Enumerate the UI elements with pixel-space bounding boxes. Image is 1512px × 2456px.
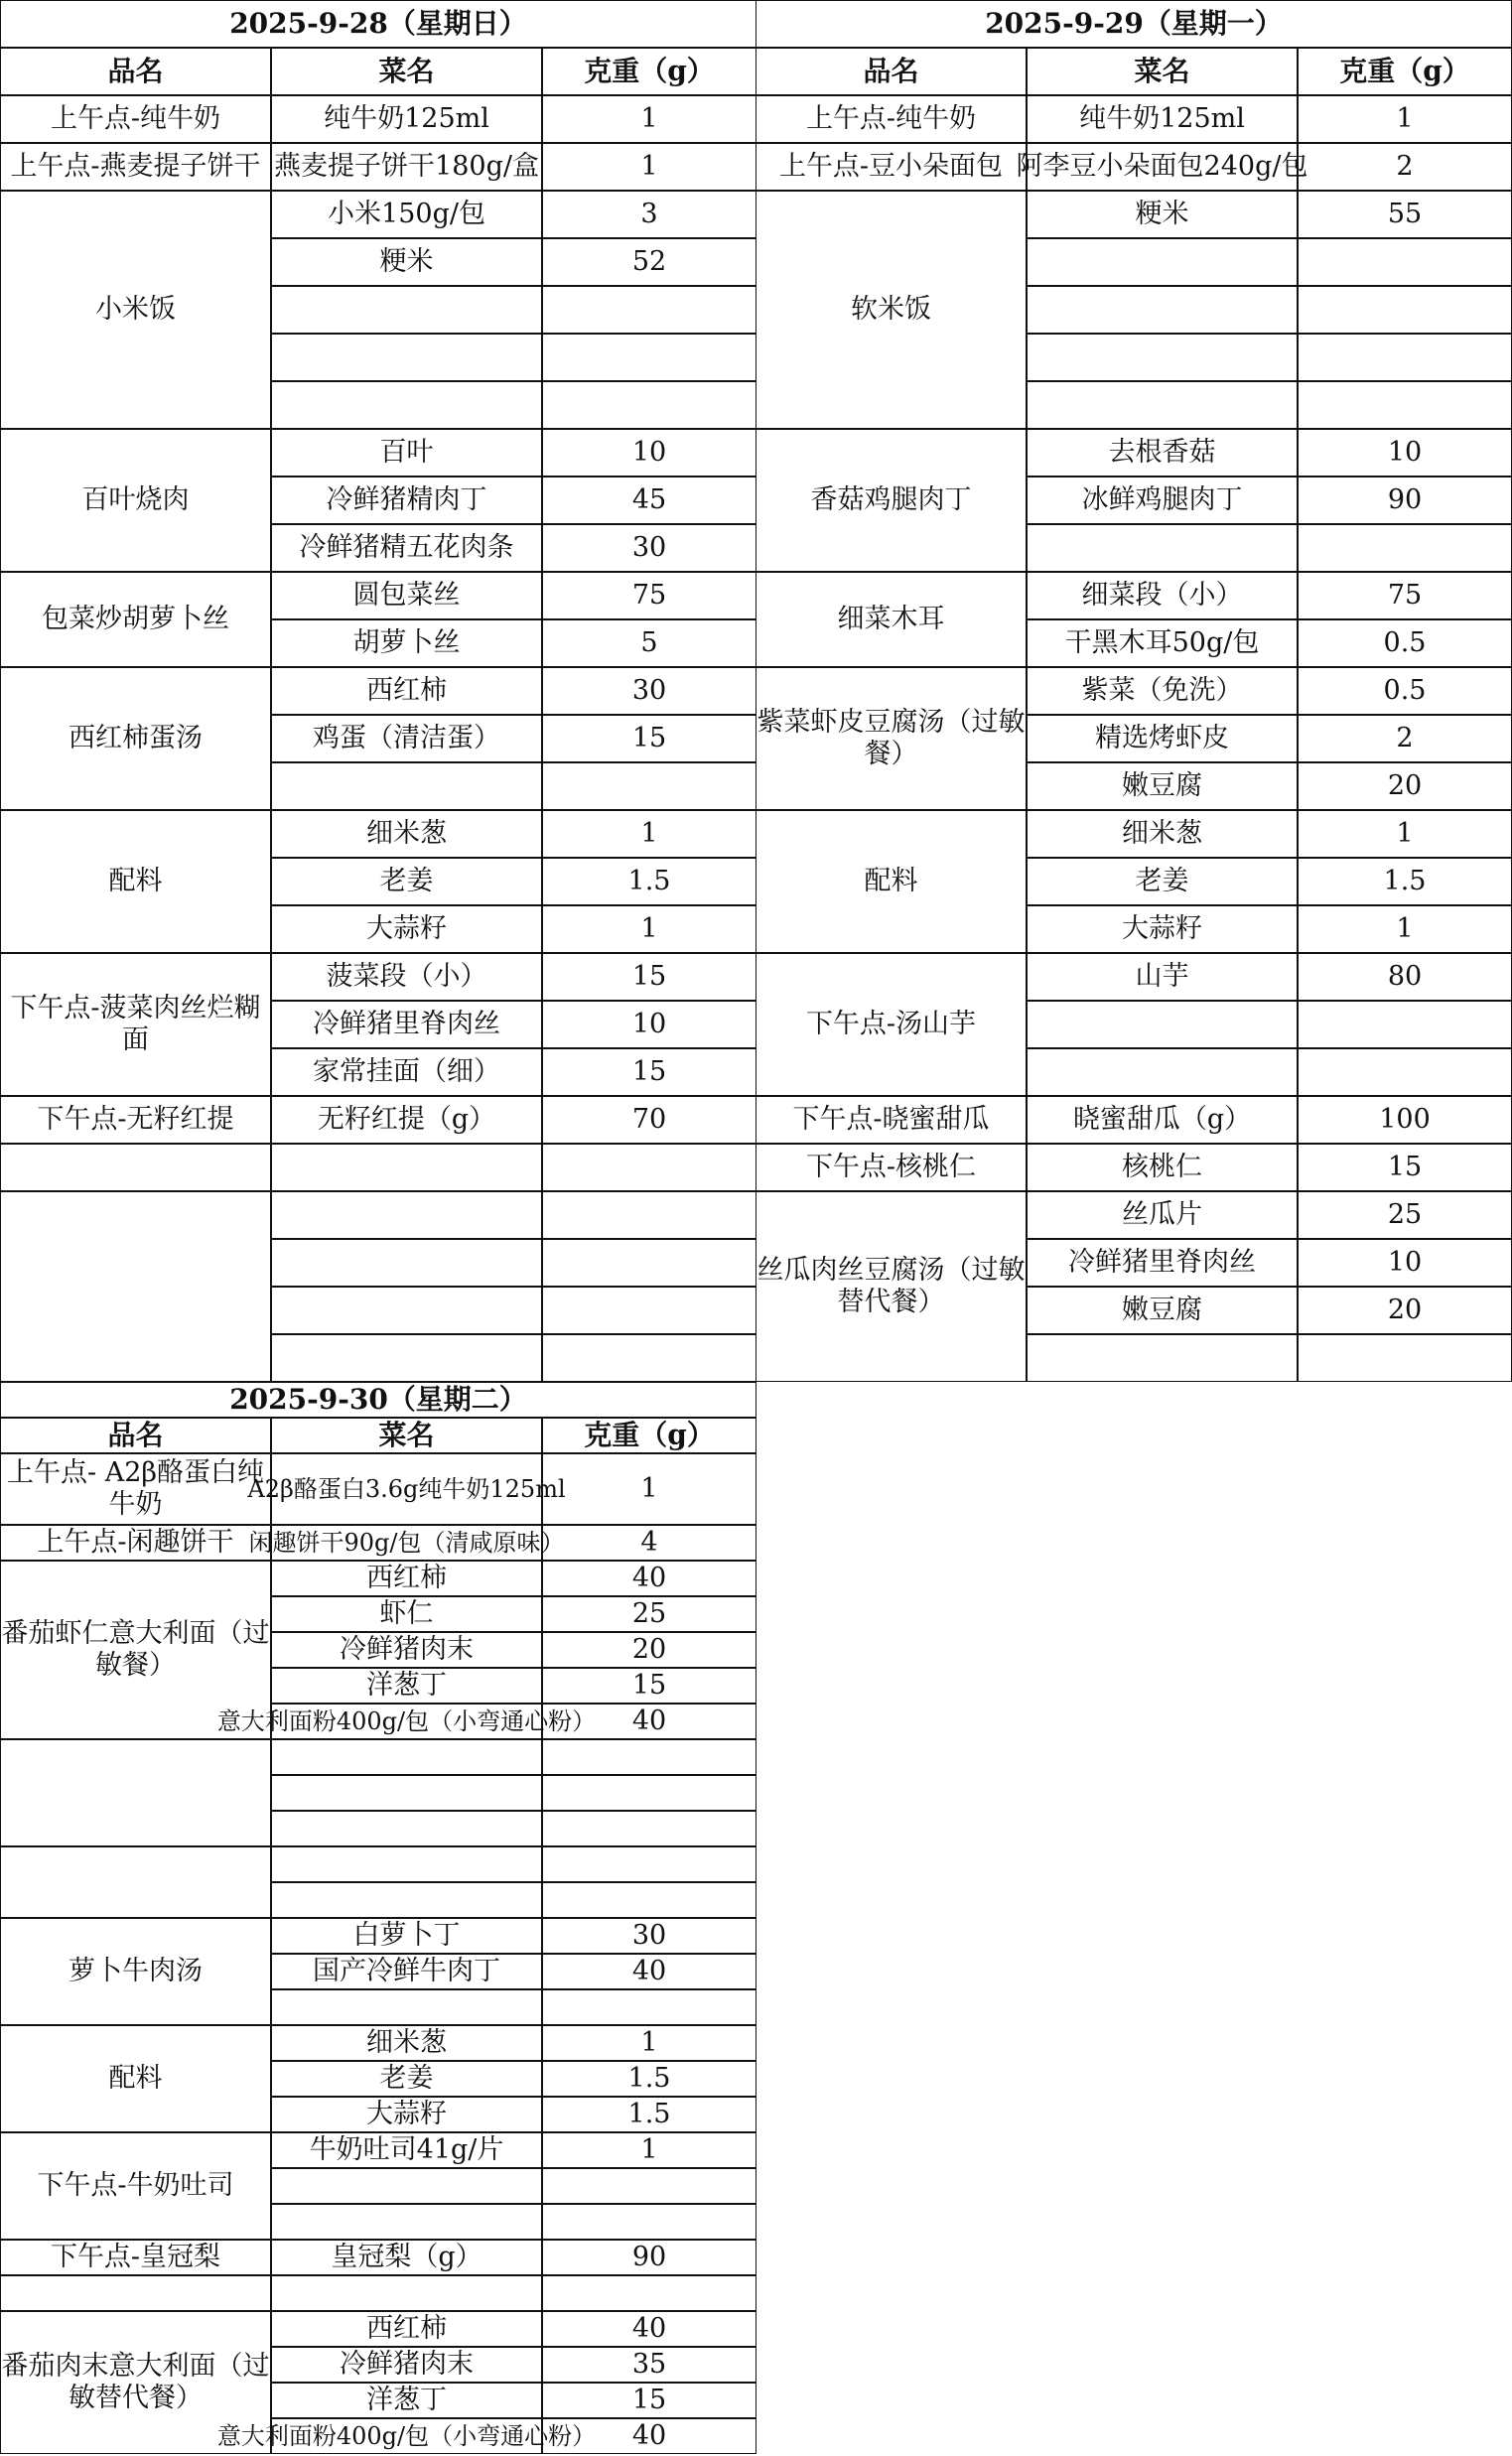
- day1-weight[interactable]: 15: [542, 1048, 756, 1096]
- day3-dish-name[interactable]: 上午点- A2β酪蛋白纯牛奶: [0, 1453, 271, 1525]
- day1-dish-name[interactable]: 上午点-燕麦提子饼干: [0, 143, 271, 191]
- day1-ingredient[interactable]: 大蒜籽: [271, 905, 542, 953]
- day3-dish-name[interactable]: 番茄肉末意大利面（过敏替代餐）: [0, 2311, 271, 2454]
- day1-weight[interactable]: 15: [542, 953, 756, 1001]
- day2-header-0[interactable]: 品名: [756, 48, 1027, 95]
- day1-weight[interactable]: [542, 381, 756, 429]
- day2-ingredient[interactable]: 山芋: [1027, 953, 1298, 1001]
- day1-weight[interactable]: 1: [542, 143, 756, 191]
- day1-ingredient[interactable]: 百叶: [271, 429, 542, 477]
- day2-ingredient[interactable]: [1027, 1001, 1298, 1048]
- day2-weight[interactable]: 15: [1298, 1144, 1512, 1191]
- day2-weight[interactable]: 2: [1298, 715, 1512, 762]
- day3-weight[interactable]: [542, 2204, 756, 2240]
- day3-weight[interactable]: [542, 2168, 756, 2204]
- day3-dish-name[interactable]: [0, 2275, 271, 2311]
- day2-weight[interactable]: 25: [1298, 1191, 1512, 1239]
- day2-ingredient[interactable]: 丝瓜片: [1027, 1191, 1298, 1239]
- day3-ingredient[interactable]: [271, 2168, 542, 2204]
- day1-weight[interactable]: 1: [542, 95, 756, 143]
- day2-weight[interactable]: 1.5: [1298, 858, 1512, 905]
- day2-date-title[interactable]: 2025-9-29（星期一）: [756, 0, 1512, 48]
- day3-ingredient[interactable]: 意大利面粉400g/包（小弯通心粉）: [271, 2418, 542, 2454]
- day2-weight[interactable]: 20: [1298, 1287, 1512, 1334]
- day3-ingredient[interactable]: 洋葱丁: [271, 2383, 542, 2418]
- day2-ingredient[interactable]: 细菜段（小）: [1027, 572, 1298, 619]
- day3-ingredient[interactable]: [271, 1882, 542, 1918]
- day2-weight[interactable]: 100: [1298, 1096, 1512, 1144]
- day1-ingredient[interactable]: 燕麦提子饼干180g/盒: [271, 143, 542, 191]
- day2-weight[interactable]: 1: [1298, 95, 1512, 143]
- day3-header-2[interactable]: 克重（g）: [542, 1418, 756, 1453]
- day2-weight[interactable]: 55: [1298, 191, 1512, 238]
- day1-weight[interactable]: [542, 286, 756, 334]
- day2-weight[interactable]: [1298, 381, 1512, 429]
- day2-ingredient[interactable]: [1027, 1048, 1298, 1096]
- day2-dish-name[interactable]: 细菜木耳: [756, 572, 1027, 667]
- day1-dish-name[interactable]: [0, 1191, 271, 1382]
- day1-weight[interactable]: [542, 762, 756, 810]
- day3-weight[interactable]: 35: [542, 2347, 756, 2383]
- day3-weight[interactable]: 15: [542, 1668, 756, 1704]
- day1-ingredient[interactable]: 鸡蛋（清洁蛋）: [271, 715, 542, 762]
- day3-weight[interactable]: 1: [542, 2025, 756, 2061]
- day2-weight[interactable]: [1298, 286, 1512, 334]
- day1-ingredient[interactable]: 无籽红提（g）: [271, 1096, 542, 1144]
- day2-ingredient[interactable]: 冰鲜鸡腿肉丁: [1027, 477, 1298, 524]
- day1-weight[interactable]: 10: [542, 429, 756, 477]
- day2-ingredient[interactable]: [1027, 1334, 1298, 1382]
- day1-weight[interactable]: 1: [542, 810, 756, 858]
- day1-weight[interactable]: 75: [542, 572, 756, 619]
- day1-weight[interactable]: [542, 1239, 756, 1287]
- day2-ingredient[interactable]: [1027, 381, 1298, 429]
- day2-header-1[interactable]: 菜名: [1027, 48, 1298, 95]
- day2-ingredient[interactable]: 精选烤虾皮: [1027, 715, 1298, 762]
- day1-weight[interactable]: 52: [542, 238, 756, 286]
- day1-dish-name[interactable]: 上午点-纯牛奶: [0, 95, 271, 143]
- day1-dish-name[interactable]: [0, 1144, 271, 1191]
- day1-weight[interactable]: 45: [542, 477, 756, 524]
- day3-ingredient[interactable]: 老姜: [271, 2061, 542, 2097]
- day1-weight[interactable]: [542, 1334, 756, 1382]
- day2-weight[interactable]: 20: [1298, 762, 1512, 810]
- day1-weight[interactable]: 15: [542, 715, 756, 762]
- day1-ingredient[interactable]: 菠菜段（小）: [271, 953, 542, 1001]
- day1-ingredient[interactable]: [271, 381, 542, 429]
- day2-ingredient[interactable]: 冷鲜猪里脊肉丝: [1027, 1239, 1298, 1287]
- day3-ingredient[interactable]: 冷鲜猪肉末: [271, 2347, 542, 2383]
- day3-weight[interactable]: [542, 1811, 756, 1846]
- day1-weight[interactable]: [542, 1144, 756, 1191]
- day2-ingredient[interactable]: 老姜: [1027, 858, 1298, 905]
- day2-ingredient[interactable]: 粳米: [1027, 191, 1298, 238]
- day3-weight[interactable]: 20: [542, 1632, 756, 1668]
- day2-ingredient[interactable]: 大蒜籽: [1027, 905, 1298, 953]
- day2-dish-name[interactable]: 软米饭: [756, 191, 1027, 429]
- day1-weight[interactable]: 5: [542, 619, 756, 667]
- day1-dish-name[interactable]: 小米饭: [0, 191, 271, 429]
- day3-dish-name[interactable]: 萝卜牛肉汤: [0, 1918, 271, 2025]
- day3-ingredient[interactable]: A2β酪蛋白3.6g纯牛奶125ml: [271, 1453, 542, 1525]
- day1-ingredient[interactable]: [271, 1144, 542, 1191]
- day1-header-1[interactable]: 菜名: [271, 48, 542, 95]
- day2-header-2[interactable]: 克重（g）: [1298, 48, 1512, 95]
- day3-dish-name[interactable]: 配料: [0, 2025, 271, 2132]
- day3-dish-name[interactable]: 上午点-闲趣饼干: [0, 1525, 271, 1561]
- day2-weight[interactable]: 1: [1298, 905, 1512, 953]
- day3-weight[interactable]: 40: [542, 1561, 756, 1596]
- day1-ingredient[interactable]: 圆包菜丝: [271, 572, 542, 619]
- day3-weight[interactable]: [542, 1739, 756, 1775]
- day1-ingredient[interactable]: [271, 1334, 542, 1382]
- day2-dish-name[interactable]: 配料: [756, 810, 1027, 953]
- day1-ingredient[interactable]: 粳米: [271, 238, 542, 286]
- day3-weight[interactable]: 1: [542, 2132, 756, 2168]
- day2-dish-name[interactable]: 下午点-核桃仁: [756, 1144, 1027, 1191]
- day3-weight[interactable]: [542, 1882, 756, 1918]
- day3-ingredient[interactable]: 细米葱: [271, 2025, 542, 2061]
- day1-ingredient[interactable]: 西红柿: [271, 667, 542, 715]
- day2-weight[interactable]: 0.5: [1298, 619, 1512, 667]
- day2-dish-name[interactable]: 香菇鸡腿肉丁: [756, 429, 1027, 572]
- day1-ingredient[interactable]: 冷鲜猪精五花肉条: [271, 524, 542, 572]
- day2-ingredient[interactable]: 核桃仁: [1027, 1144, 1298, 1191]
- day2-weight[interactable]: [1298, 238, 1512, 286]
- day3-weight[interactable]: 40: [542, 1954, 756, 1989]
- day1-weight[interactable]: 30: [542, 524, 756, 572]
- day1-ingredient[interactable]: 冷鲜猪里脊肉丝: [271, 1001, 542, 1048]
- day3-ingredient[interactable]: [271, 1739, 542, 1775]
- day2-ingredient[interactable]: 嫩豆腐: [1027, 762, 1298, 810]
- day1-weight[interactable]: [542, 334, 756, 381]
- day3-ingredient[interactable]: 洋葱丁: [271, 1668, 542, 1704]
- day2-ingredient[interactable]: 阿李豆小朵面包240g/包: [1027, 143, 1298, 191]
- day2-ingredient[interactable]: 晓蜜甜瓜（g）: [1027, 1096, 1298, 1144]
- day1-weight[interactable]: 1: [542, 905, 756, 953]
- day1-weight[interactable]: 1.5: [542, 858, 756, 905]
- day3-ingredient[interactable]: 皇冠梨（g）: [271, 2240, 542, 2275]
- day3-ingredient[interactable]: [271, 1846, 542, 1882]
- day2-weight[interactable]: 75: [1298, 572, 1512, 619]
- day2-weight[interactable]: [1298, 1048, 1512, 1096]
- day3-weight[interactable]: 15: [542, 2383, 756, 2418]
- day2-weight[interactable]: 80: [1298, 953, 1512, 1001]
- day3-ingredient[interactable]: [271, 1989, 542, 2025]
- day3-ingredient[interactable]: [271, 1775, 542, 1811]
- day1-weight[interactable]: [542, 1191, 756, 1239]
- day1-weight[interactable]: 70: [542, 1096, 756, 1144]
- day1-weight[interactable]: 3: [542, 191, 756, 238]
- day3-ingredient[interactable]: 西红柿: [271, 2311, 542, 2347]
- day3-ingredient[interactable]: [271, 2275, 542, 2311]
- day3-weight[interactable]: 40: [542, 2418, 756, 2454]
- day1-weight[interactable]: 10: [542, 1001, 756, 1048]
- day1-ingredient[interactable]: 胡萝卜丝: [271, 619, 542, 667]
- day3-weight[interactable]: 1.5: [542, 2061, 756, 2097]
- day3-weight[interactable]: 1: [542, 1453, 756, 1525]
- day1-header-0[interactable]: 品名: [0, 48, 271, 95]
- day2-weight[interactable]: 10: [1298, 429, 1512, 477]
- day3-ingredient[interactable]: 牛奶吐司41g/片: [271, 2132, 542, 2168]
- day2-weight[interactable]: 10: [1298, 1239, 1512, 1287]
- day2-weight[interactable]: 0.5: [1298, 667, 1512, 715]
- day2-dish-name[interactable]: 下午点-汤山芋: [756, 953, 1027, 1096]
- day2-ingredient[interactable]: [1027, 524, 1298, 572]
- day2-weight[interactable]: [1298, 1001, 1512, 1048]
- day1-ingredient[interactable]: [271, 1239, 542, 1287]
- day3-dish-name[interactable]: 下午点-皇冠梨: [0, 2240, 271, 2275]
- day1-ingredient[interactable]: 细米葱: [271, 810, 542, 858]
- day2-weight[interactable]: 2: [1298, 143, 1512, 191]
- day3-header-1[interactable]: 菜名: [271, 1418, 542, 1453]
- day3-weight[interactable]: 90: [542, 2240, 756, 2275]
- day1-dish-name[interactable]: 配料: [0, 810, 271, 953]
- day1-ingredient[interactable]: 小米150g/包: [271, 191, 542, 238]
- day2-ingredient[interactable]: 细米葱: [1027, 810, 1298, 858]
- day1-date-title[interactable]: 2025-9-28（星期日）: [0, 0, 756, 48]
- day2-weight[interactable]: 1: [1298, 810, 1512, 858]
- day3-weight[interactable]: 4: [542, 1525, 756, 1561]
- day2-weight[interactable]: [1298, 334, 1512, 381]
- day3-ingredient[interactable]: [271, 1811, 542, 1846]
- day1-ingredient[interactable]: [271, 1191, 542, 1239]
- day3-date-title[interactable]: 2025-9-30（星期二）: [0, 1382, 756, 1418]
- day1-dish-name[interactable]: 百叶烧肉: [0, 429, 271, 572]
- day1-header-2[interactable]: 克重（g）: [542, 48, 756, 95]
- day1-ingredient[interactable]: [271, 334, 542, 381]
- day2-weight[interactable]: 90: [1298, 477, 1512, 524]
- day3-ingredient[interactable]: 闲趣饼干90g/包（清咸原味）: [271, 1525, 542, 1561]
- day3-ingredient[interactable]: 意大利面粉400g/包（小弯通心粉）: [271, 1704, 542, 1739]
- day3-weight[interactable]: 40: [542, 2311, 756, 2347]
- day3-dish-name[interactable]: 番茄虾仁意大利面（过敏餐）: [0, 1561, 271, 1739]
- day2-ingredient[interactable]: 纯牛奶125ml: [1027, 95, 1298, 143]
- day1-dish-name[interactable]: 下午点-菠菜肉丝烂糊面: [0, 953, 271, 1096]
- day1-ingredient[interactable]: [271, 1287, 542, 1334]
- day1-ingredient[interactable]: 家常挂面（细）: [271, 1048, 542, 1096]
- day1-ingredient[interactable]: [271, 762, 542, 810]
- day2-dish-name[interactable]: 紫菜虾皮豆腐汤（过敏餐）: [756, 667, 1027, 810]
- day2-ingredient[interactable]: 干黑木耳50g/包: [1027, 619, 1298, 667]
- day3-weight[interactable]: 40: [542, 1704, 756, 1739]
- day3-ingredient[interactable]: 西红柿: [271, 1561, 542, 1596]
- day3-ingredient[interactable]: 虾仁: [271, 1596, 542, 1632]
- day3-weight[interactable]: [542, 2275, 756, 2311]
- day2-weight[interactable]: [1298, 1334, 1512, 1382]
- day1-weight[interactable]: 30: [542, 667, 756, 715]
- day2-dish-name[interactable]: 下午点-晓蜜甜瓜: [756, 1096, 1027, 1144]
- day1-ingredient[interactable]: 冷鲜猪精肉丁: [271, 477, 542, 524]
- day3-ingredient[interactable]: 国产冷鲜牛肉丁: [271, 1954, 542, 1989]
- day2-dish-name[interactable]: 丝瓜肉丝豆腐汤（过敏替代餐）: [756, 1191, 1027, 1382]
- day1-dish-name[interactable]: 包菜炒胡萝卜丝: [0, 572, 271, 667]
- day1-dish-name[interactable]: 下午点-无籽红提: [0, 1096, 271, 1144]
- day2-dish-name[interactable]: 上午点-纯牛奶: [756, 95, 1027, 143]
- day2-ingredient[interactable]: 紫菜（免洗）: [1027, 667, 1298, 715]
- day1-weight[interactable]: [542, 1287, 756, 1334]
- day3-weight[interactable]: [542, 1989, 756, 2025]
- day3-dish-name[interactable]: [0, 1739, 271, 1846]
- day3-dish-name[interactable]: 下午点-牛奶吐司: [0, 2132, 271, 2240]
- day3-ingredient[interactable]: [271, 2204, 542, 2240]
- day2-ingredient[interactable]: 嫩豆腐: [1027, 1287, 1298, 1334]
- day3-ingredient[interactable]: 冷鲜猪肉末: [271, 1632, 542, 1668]
- day1-ingredient[interactable]: 纯牛奶125ml: [271, 95, 542, 143]
- day3-ingredient[interactable]: 大蒜籽: [271, 2097, 542, 2132]
- day3-header-0[interactable]: 品名: [0, 1418, 271, 1453]
- day1-ingredient[interactable]: [271, 286, 542, 334]
- day3-weight[interactable]: [542, 1775, 756, 1811]
- day1-dish-name[interactable]: 西红柿蛋汤: [0, 667, 271, 810]
- day2-ingredient[interactable]: [1027, 334, 1298, 381]
- day1-ingredient[interactable]: 老姜: [271, 858, 542, 905]
- day3-weight[interactable]: 1.5: [542, 2097, 756, 2132]
- day3-weight[interactable]: [542, 1846, 756, 1882]
- day3-weight[interactable]: 25: [542, 1596, 756, 1632]
- day3-weight[interactable]: 30: [542, 1918, 756, 1954]
- day2-ingredient[interactable]: [1027, 238, 1298, 286]
- day3-ingredient[interactable]: 白萝卜丁: [271, 1918, 542, 1954]
- day2-dish-name[interactable]: 上午点-豆小朵面包: [756, 143, 1027, 191]
- day2-ingredient[interactable]: 去根香菇: [1027, 429, 1298, 477]
- day2-ingredient[interactable]: [1027, 286, 1298, 334]
- day2-weight[interactable]: [1298, 524, 1512, 572]
- day3-dish-name[interactable]: [0, 1846, 271, 1918]
